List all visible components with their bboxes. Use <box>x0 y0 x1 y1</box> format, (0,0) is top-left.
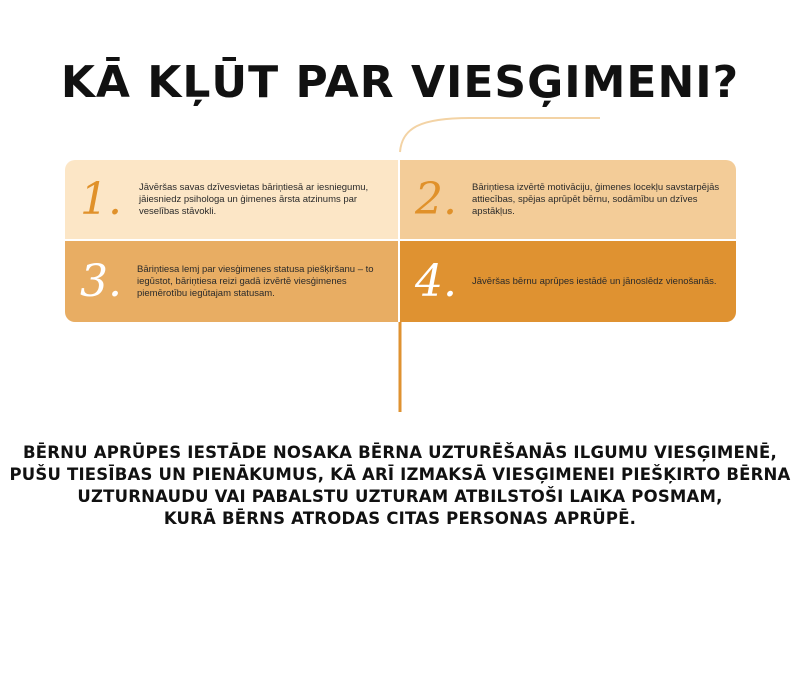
step-2-text: Bāriņtiesa izvērtē motivāciju, ģimenes locekļu savstarpējās attiecības, spējas aprūpēt bērnu, sodāmību un dzīves apstākļus. <box>472 181 720 217</box>
bottom-statement <box>0 442 800 530</box>
step-1-number: 1. <box>80 173 122 225</box>
step-2-number: 2. <box>415 173 457 225</box>
step-3-number: 3. <box>80 255 122 307</box>
bottom-line-2: PUŠU TIESĪBAS UN PIENĀKUMUS, KĀ ARĪ IZMAKSĀ VIESĢIMENEI PIEŠĶIRTO BĒRNA <box>9 465 791 484</box>
bottom-line-4: KURĀ BĒRNS ATRODAS CITAS PERSONAS APRŪPĒ. <box>163 509 637 528</box>
step-4-text: Jāvēršas bērnu aprūpes iestādē un jānoslēdz vienošanās. <box>472 275 717 287</box>
page-title: KĀ KĻŪT PAR VIESĢIMENI? <box>60 57 740 108</box>
step-4 <box>400 241 736 322</box>
step-1-text: Jāvēršas savas dzīvesvietas bāriņtiesā ar iesniegumu, jāiesniedz psihologa un ģimenes ārsta atzinums par veselības stāvokli. <box>139 181 369 217</box>
step-1 <box>65 160 400 241</box>
step-4-number: 4. <box>415 255 457 307</box>
bottom-line-1: BĒRNU APRŪPES IESTĀDE NOSAKA BĒRNA UZTURĒŠANĀS ILGUMU VIESĢIMENĒ, <box>23 443 777 462</box>
step-3 <box>65 241 400 322</box>
bottom-line-3: UZTURNAUDU VAI PABALSTU UZTURAM ATBILSTOŠI LAIKA POSMAM, <box>77 487 723 506</box>
steps-grid <box>65 160 736 322</box>
step-2 <box>400 160 736 241</box>
step-3-text: Bāriņtiesa lemj par viesģimenes statusa piešķiršanu – to iegūstot, bāriņtiesa reizi gadā izvērtē viesģimenes piemērotību iegūtajam statusam. <box>137 263 374 299</box>
